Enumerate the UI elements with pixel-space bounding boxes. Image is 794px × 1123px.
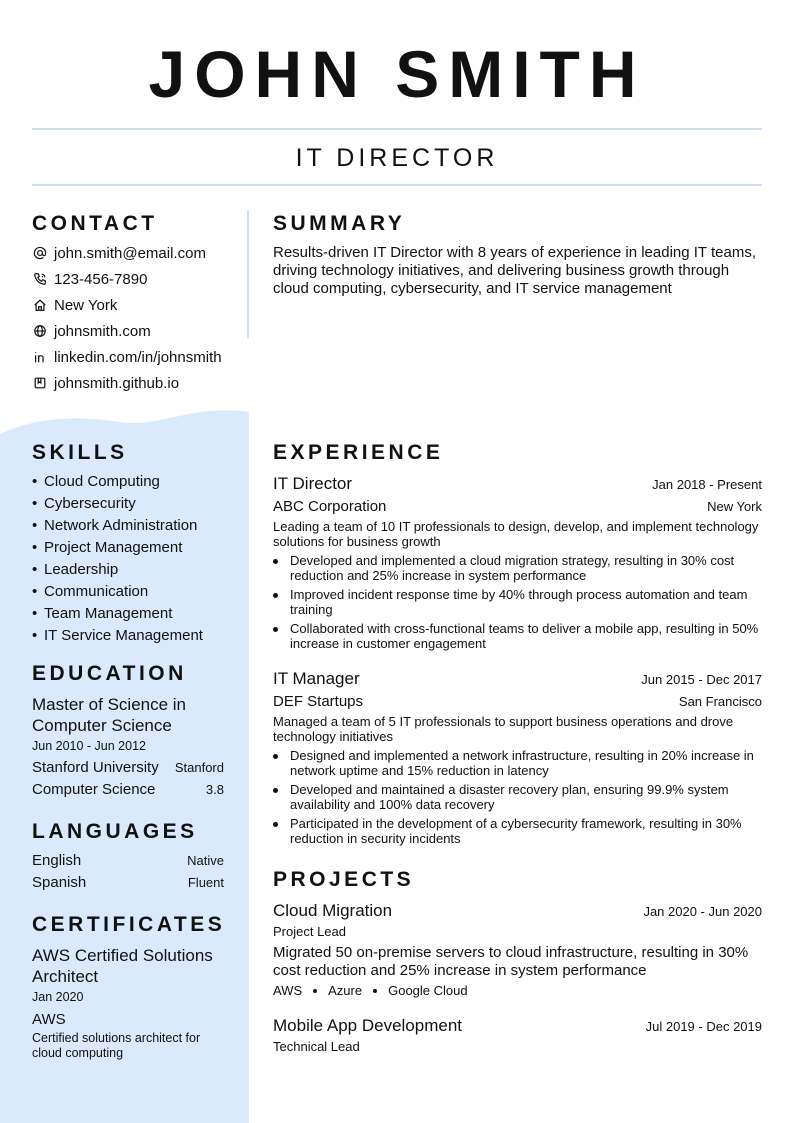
project-role: Technical Lead (273, 1039, 360, 1054)
job-bullet: Designed and implemented a network infrastructure, resulting in 20% increase in network uptime and 15% reduction in latency (273, 748, 762, 778)
languages-heading: LANGUAGES (32, 820, 198, 843)
certificate-name: AWS Certified Solutions (32, 946, 213, 965)
github-icon (32, 376, 47, 391)
job-description: Managed a team of 5 IT professionals to support business operations and drove technology initiatives (273, 714, 734, 744)
language-name: English (32, 852, 82, 869)
certificate-desc-line2: cloud computing (32, 1046, 124, 1060)
language-row (32, 874, 224, 891)
candidate-title: IT DIRECTOR (295, 144, 499, 172)
certificates-heading: CERTIFICATES (32, 913, 226, 936)
summary-heading: SUMMARY (273, 212, 406, 235)
linkedin-icon (32, 350, 47, 365)
certificate-date: Jan 2020 (32, 990, 84, 1004)
experience-heading: EXPERIENCE (273, 441, 444, 464)
certificate-desc: Certified solutions architect for (32, 1031, 201, 1045)
contact-website[interactable] (32, 321, 151, 341)
column-divider (247, 210, 249, 338)
education-school: Stanford University (32, 759, 159, 776)
project-dates: Jan 2020 - Jun 2020 (643, 904, 762, 919)
job-bullet: Developed and implemented a cloud migration strategy, resulting in 30% cost reduction and 25% increase in system performance (273, 553, 762, 583)
job-dates: Jan 2018 - Present (652, 477, 762, 492)
job-bullet: Improved incident response time by 40% through process automation and team training (273, 587, 762, 617)
home-icon (32, 298, 47, 313)
project-role: Project Lead (273, 924, 346, 939)
language-level: Native (187, 853, 224, 868)
skill-item: • Team Management (32, 605, 173, 622)
education-degree: Master of Science in (32, 695, 187, 714)
education-degree-line2: Computer Science (32, 716, 172, 735)
contact-phone[interactable] (32, 269, 147, 289)
education-location: Stanford (174, 760, 224, 775)
job-title: IT Director (273, 474, 353, 493)
header-rule-bottom (32, 184, 762, 186)
contact-website-text: johnsmith.com (54, 322, 151, 340)
contact-email-text: john.smith@email.com (54, 244, 206, 262)
language-level: Fluent (187, 875, 224, 890)
education-field-row (32, 781, 224, 798)
contact-github[interactable] (32, 373, 179, 393)
contact-email[interactable] (32, 243, 206, 263)
education-gpa: 3.8 (205, 782, 224, 797)
skill-item: • Leadership (32, 561, 119, 578)
job-company-row (273, 693, 762, 710)
job-bullet: Collaborated with cross-functional teams to deliver a mobile app, resulting in 50% increase in customer engagement (273, 621, 762, 651)
contact-location-text: New York (54, 296, 118, 314)
project-header (273, 901, 762, 921)
candidate-name: JOHN SMITH (148, 37, 646, 111)
skill-item: • Communication (32, 583, 149, 600)
job-company: ABC Corporation (273, 498, 387, 515)
skill-item: • Project Management (32, 539, 183, 556)
job-bullet: Participated in the development of a cybersecurity framework, resulting in 30% reduction in security incidents (273, 816, 762, 846)
job-header (273, 669, 762, 689)
education-dates: Jun 2010 - Jun 2012 (32, 739, 146, 753)
contact-phone-text: 123-456-7890 (54, 270, 148, 288)
skill-item: • Cloud Computing (32, 473, 160, 490)
education-school-row (32, 759, 224, 776)
certificate-issuer: AWS (32, 1011, 66, 1028)
job-header (273, 474, 762, 494)
contact-location (32, 295, 117, 315)
summary-text: Results-driven IT Director with 8 years of experience in leading IT teams, driving technology initiatives, and delivering business growth through cloud computing, cybersecurity, and IT service management (273, 244, 756, 297)
header-rule-top (32, 128, 762, 130)
job-description: Leading a team of 10 IT professionals to design, develop, and implement technology solutions for business growth (273, 519, 759, 549)
job-title: IT Manager (273, 669, 360, 688)
skills-heading: SKILLS (32, 441, 128, 464)
contact-github-text: johnsmith.github.io (54, 374, 180, 392)
tech-tag: Google Cloud (388, 983, 468, 998)
project-header (273, 1016, 762, 1036)
at-icon (32, 246, 47, 261)
certificate-name-line2: Architect (32, 967, 99, 986)
project-name: Cloud Migration (273, 901, 393, 920)
project-dates: Jul 2019 - Dec 2019 (645, 1019, 762, 1034)
skill-item: • Network Administration (32, 517, 198, 534)
tech-tag: Azure (328, 983, 363, 998)
language-row (32, 852, 224, 869)
phone-icon (32, 272, 47, 287)
skill-item: • Cybersecurity (32, 495, 136, 512)
language-name: Spanish (32, 874, 87, 891)
tech-tag: AWS (273, 983, 303, 998)
job-bullet: Developed and maintained a disaster recovery plan, ensuring 99.9% system availability and 100% data recovery (273, 782, 762, 812)
job-location: New York (707, 499, 762, 514)
education-field: Computer Science (32, 781, 156, 798)
project-name: Mobile App Development (273, 1016, 463, 1035)
globe-icon (32, 324, 47, 339)
job-company: DEF Startups (273, 693, 364, 710)
project-description: Migrated 50 on-premise servers to cloud infrastructure, resulting in 30% cost reduction and 25% increase in system performance (273, 944, 749, 979)
job-dates: Jun 2015 - Dec 2017 (641, 672, 762, 687)
education-heading: EDUCATION (32, 662, 187, 685)
project-tech-list (273, 983, 468, 998)
projects-heading: PROJECTS (273, 868, 415, 891)
contact-linkedin[interactable] (32, 347, 222, 367)
contact-linkedin-text: linkedin.com/in/johnsmith (54, 348, 222, 366)
contact-heading: CONTACT (32, 212, 158, 235)
skill-item: • IT Service Management (32, 627, 203, 644)
job-location: San Francisco (678, 694, 762, 709)
job-company-row (273, 498, 762, 515)
